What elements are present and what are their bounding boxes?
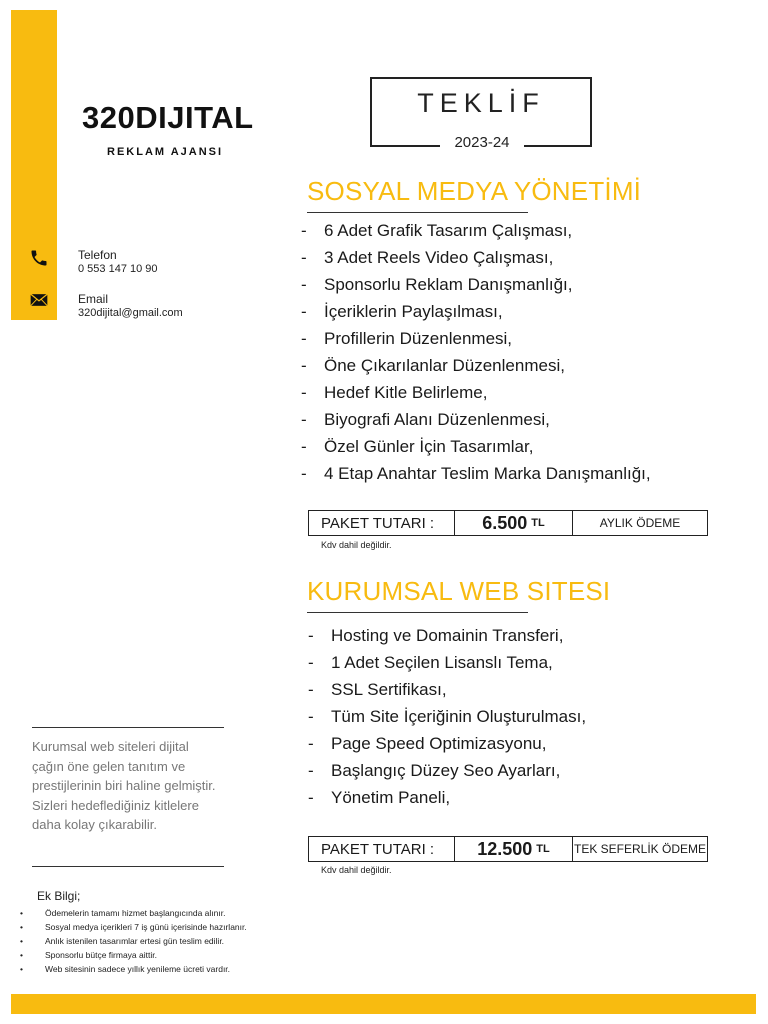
brand-name: 320DIJITAL (82, 100, 254, 135)
list-item: - SSL Sertifikası, (308, 680, 447, 699)
list-item: - 6 Adet Grafik Tasarım Çalışması, (301, 221, 573, 240)
list-item: - 1 Adet Seçilen Lisanslı Tema, (308, 653, 553, 672)
list-item: - Yönetim Paneli, (308, 788, 451, 807)
list-item: • Sponsorlu bütçe firmaya aittir. (20, 950, 157, 960)
page-year: 2023-24 (440, 134, 524, 151)
price-label: PAKET TUTARI : (309, 511, 455, 535)
social-section-title: SOSYAL MEDYA YÖNETİMİ (307, 176, 642, 206)
mail-icon (29, 290, 49, 310)
web-section-title: KURUMSAL WEB SITESI (307, 576, 611, 606)
brand-tagline: REKLAM AJANSI (107, 146, 224, 158)
phone-icon (29, 248, 49, 268)
list-item: - Başlangıç Düzey Seo Ayarları, (308, 761, 561, 780)
social-services-list (301, 221, 651, 491)
list-item: - Page Speed Optimizasyonu, (308, 734, 547, 753)
list-item: - Hosting ve Domainin Transferi, (308, 626, 564, 645)
phone-label: Telefon (78, 248, 117, 262)
list-item: - 4 Etap Anahtar Teslim Marka Danışmanlığı, (301, 464, 651, 483)
web-price-row (308, 836, 708, 862)
price-amount: 6.500 TL (455, 511, 573, 535)
price-label: PAKET TUTARI : (309, 837, 455, 861)
page-title: TEKLİF (417, 88, 545, 118)
list-item: - Biyografi Alanı Düzenlenmesi, (301, 410, 550, 429)
list-item: • Sosyal medya içerikleri 7 iş günü içerisinde hazırlanır. (20, 922, 247, 932)
list-item: - Tüm Site İçeriğinin Oluşturulması, (308, 707, 587, 726)
list-item: • Web sitesinin sadece yıllık yenileme ücreti vardır. (20, 964, 231, 974)
web-services-list (308, 626, 586, 815)
web-title-rule (307, 612, 528, 613)
list-item: - Öne Çıkarılanlar Düzenlenmesi, (301, 356, 565, 375)
payment-term: TEK SEFERLİK ÖDEME (573, 842, 707, 856)
list-item: - Sponsorlu Reklam Danışmanlığı, (301, 275, 573, 294)
list-item: - Özel Günler İçin Tasarımlar, (301, 437, 534, 456)
sidebar-accent-bar (11, 10, 57, 320)
quote-top-rule (32, 727, 224, 728)
vat-note: Kdv dahil değildir. (321, 540, 392, 550)
list-item: - Profillerin Düzenlenmesi, (301, 329, 513, 348)
notes-list (20, 906, 247, 976)
list-item: - 3 Adet Reels Video Çalışması, (301, 248, 554, 267)
notes-title: Ek Bilgi; (37, 889, 81, 903)
list-item: • Ödemelerin tamamı hizmet başlangıcında alınır. (20, 908, 226, 918)
quote-text: Kurumsal web siteleri dijital çağın öne gelen tanıtım ve prestijlerinin biri haline gelmiştir. Sizleri hedeflediğiniz kitlelere daha kolay çıkarabilir. (32, 739, 216, 833)
social-price-row (308, 510, 708, 536)
list-item: • Anlık istenilen tasarımlar ertesi gün teslim edilir. (20, 936, 225, 946)
email-value: 320dijital@gmail.com (78, 307, 183, 319)
list-item: - İçeriklerin Paylaşılması, (301, 302, 503, 321)
phone-value: 0 553 147 10 90 (78, 263, 158, 275)
footer-accent-bar (11, 994, 756, 1014)
list-item: - Hedef Kitle Belirleme, (301, 383, 488, 402)
quote-bottom-rule (32, 866, 224, 867)
social-title-rule (307, 212, 528, 213)
email-label: Email (78, 292, 109, 306)
vat-note: Kdv dahil değildir. (321, 865, 392, 875)
price-amount: 12.500 TL (455, 837, 573, 861)
payment-term: AYLIK ÖDEME (599, 516, 681, 530)
